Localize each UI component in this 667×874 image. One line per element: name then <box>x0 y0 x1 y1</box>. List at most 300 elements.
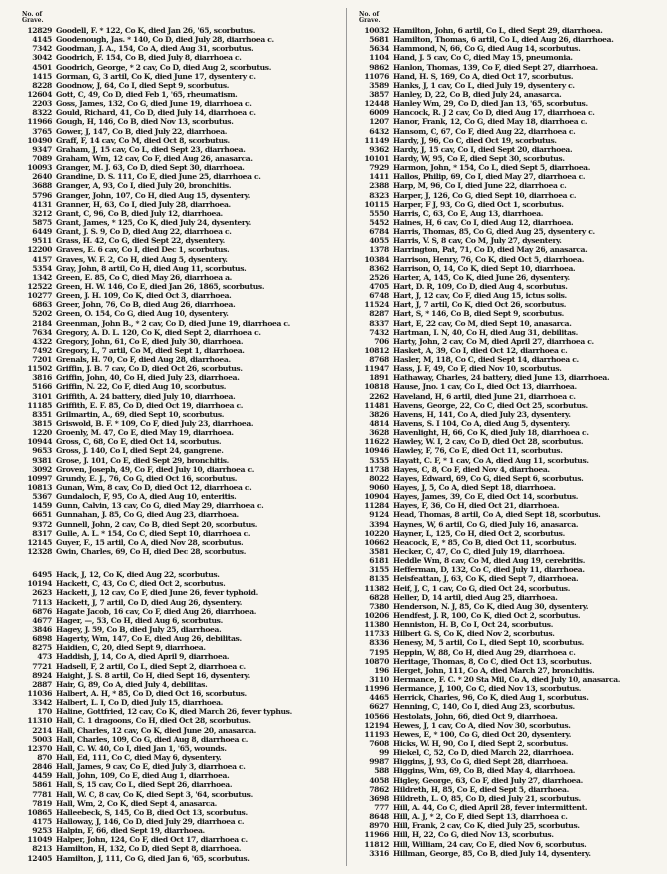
grave-entry <box>20 26 338 35</box>
grave-entry <box>357 437 657 446</box>
grave-number: 5634 <box>369 44 389 54</box>
entry-text: Griffin, J. B. 7 cav, Co D, died Oct 26, scorbutus. <box>56 364 243 374</box>
entry-text: Hand, H. S, 169, Co A, died Oct 17, scorbutus. <box>393 71 574 81</box>
grave-entry <box>20 588 338 597</box>
grave-entry <box>357 584 657 593</box>
grave-entry <box>20 419 338 428</box>
entry-text: Halloway, J, 146, Co D, died July 29, diarrhoea c. <box>56 816 245 826</box>
grave-number: 3846 <box>32 625 52 634</box>
grave-number: 588 <box>374 766 389 776</box>
left-column <box>20 12 338 863</box>
grave-entry <box>20 474 338 483</box>
entry-text: Hanlon, Thomas, 139, Co F, died Sept 27, diarrhoea. <box>393 62 598 72</box>
entry-text: Haynes, W, 6 artil, Co G, died July 16, anasarca. <box>393 519 579 529</box>
entry-text: Hayatt, C. F, * 1 cav, Co A, died Aug 11, scorbutus. <box>393 455 589 465</box>
grave-entry <box>357 373 657 382</box>
grave-number: 8317 <box>32 528 52 538</box>
entry-list-g <box>20 26 338 556</box>
entry-text: Hildreth, L. O, 85, Co D, died July 21, scorbutus. <box>393 793 581 803</box>
grave-number: 7342 <box>32 44 52 54</box>
grave-entry <box>20 364 338 373</box>
entry-text: Hill, A. J, * 2, Co F, died Sept 13, diarrhoea c. <box>393 812 568 822</box>
grave-number: 11733 <box>364 629 389 639</box>
grave-number: 4677 <box>32 615 52 625</box>
entry-text: Hayes, J, 5, Co A, died Sept 18, diarrhoea. <box>393 483 556 493</box>
entry-text: Heddle Wm, 8 cav, Co M, died Aug 19, cerebritis. <box>393 556 586 566</box>
grave-entry <box>20 726 338 735</box>
grave-entry <box>357 602 657 611</box>
grave-number: 6009 <box>369 108 389 118</box>
grave-entry <box>20 716 338 725</box>
entry-text: Harter, A, 145, Co K, died June 26, dysentery. <box>393 272 570 282</box>
grave-entry <box>357 419 657 428</box>
grave-entry <box>357 127 657 136</box>
entry-text: Halper, John, 124, Co F, died Oct 17, diarrhoea c. <box>56 835 248 845</box>
grave-entry <box>357 264 657 273</box>
grave-number: 4055 <box>369 236 389 246</box>
entry-text: Gunnell, John, 2 cav, Co B, died Sept 20, scorbutus. <box>56 519 258 529</box>
entry-text: Harrison, Henry, 76, Co K, died Oct 5, diarrhoea. <box>393 254 585 264</box>
entry-text: Harris, Thomas, 85, Co G, died Aug 25, dysentery c. <box>393 227 595 237</box>
entry-text: Hanley Wm, 29, Co D, died Jan 13, '65, scorbutus. <box>393 99 588 109</box>
entry-text: Grant, J. S. 9, Co D, died Aug 22, diarrhoea c. <box>56 227 232 237</box>
grave-entry <box>357 319 657 328</box>
grave-number: 11193 <box>364 729 389 739</box>
grave-number: 6828 <box>369 592 389 602</box>
grave-entry <box>20 689 338 698</box>
grave-number: 12194 <box>364 720 389 730</box>
entry-text: Hall, John, 109, Co E, died Aug 1, diarrhoea. <box>56 771 230 781</box>
entry-text: Halleebeck, S, 145, Co B, died Oct 13, scorbutus. <box>56 807 248 817</box>
grave-entry <box>357 245 657 254</box>
entry-text: Hause, Jno. 1 cav, Co L, died Oct 13, diarrhoea. <box>393 382 577 392</box>
grave-entry <box>20 72 338 81</box>
entry-text: Gunn, Calvin, 13 cav, Co G, died May 29, diarrhoea c. <box>56 501 264 511</box>
entry-text: Hackett, J, 12 cav, Co F, died June 26, fever typhoid. <box>56 588 258 598</box>
grave-number: 2388 <box>369 181 389 191</box>
grave-number: 12448 <box>364 99 389 109</box>
grave-number: 3688 <box>32 181 52 191</box>
entry-text: Graham, Wm, 12 cav, Co F, died Aug 26, anasarca. <box>56 153 253 163</box>
grave-entry <box>357 392 657 401</box>
entry-text: Greer, John, 76, Co B, died Aug 26, diarrhoea. <box>56 300 236 310</box>
entry-text: Hamilton, Thomas, 6 artil, Co L, died Aug 26, diarrhoea. <box>393 35 614 45</box>
entry-text: Havenlight, H, 66, Co K, died July 18, diarrhoea c. <box>393 428 589 438</box>
grave-entry <box>20 780 338 789</box>
grave-entry <box>20 90 338 99</box>
grave-number: 10904 <box>364 492 389 502</box>
grave-number: 3342 <box>32 698 52 708</box>
grave-number: 10870 <box>364 656 389 666</box>
grave-number: 10277 <box>27 291 52 301</box>
grave-number: 12145 <box>27 537 52 547</box>
grave-entry <box>20 492 338 501</box>
entry-text: Higgins, J, 93, Co G, died Sept 28, diarrhoea. <box>393 757 568 767</box>
entry-text: Hagerty, Wm, 147, Co E, died Aug 26, debilitas. <box>56 634 242 644</box>
grave-number: 11185 <box>27 400 52 410</box>
entry-text: Graff, F, 14 cav, Co M, died Oct 8, scorbutus. <box>56 135 230 145</box>
grave-entry <box>20 154 338 163</box>
entry-text: Hass, J. F, 49, Co F, died Nov 10, scorbutus. <box>393 364 562 374</box>
grave-entry <box>357 520 657 529</box>
entry-text: Hall, Charles, 12 cav, Co K, died June 20, anasarca. <box>56 725 256 735</box>
grave-entry <box>20 163 338 172</box>
grave-entry <box>20 570 338 579</box>
entry-text: Hilbert G. S, Co K, died Nov 2, scorbutus. <box>393 629 555 639</box>
grave-entry <box>357 693 657 702</box>
grave-entry <box>357 136 657 145</box>
grave-entry <box>20 273 338 282</box>
grave-entry <box>20 817 338 826</box>
grave-number: 8768 <box>369 355 389 365</box>
grave-number: 8362 <box>369 263 389 273</box>
grave-entry <box>357 803 657 812</box>
entry-text: Granner, H, 63, Co I, died July 28, diarrhoea. <box>56 199 231 209</box>
entry-text: Haveland, H, 6 artil, died June 21, diarrhoea c. <box>393 391 576 401</box>
entry-text: Harper, J, 126, Co G, died Sept 10, diarrhoea c. <box>393 190 577 200</box>
grave-entry <box>20 200 338 209</box>
entry-text: Hall, Charles, 109, Co G, died Aug 8, diarrhoea c. <box>56 734 249 744</box>
grave-number: 6898 <box>32 634 52 644</box>
grave-number: 8275 <box>32 643 52 653</box>
entry-text: Hathaway, Charles, 24 battery, died June 13, diarrhoea. <box>393 373 610 383</box>
grave-entry <box>20 483 338 492</box>
grave-entry <box>20 382 338 391</box>
grave-number: 5355 <box>369 455 389 465</box>
grave-entry <box>357 355 657 364</box>
grave-entry <box>357 620 657 629</box>
grave-number: 8322 <box>32 108 52 118</box>
grave-number: 8287 <box>369 309 389 319</box>
entry-text: Goodrich, F. 154, Co B, died July 8, diarrhoea c. <box>56 53 242 63</box>
grave-entry <box>357 117 657 126</box>
entry-text: Hill, Frank, 2 cav, Co K, died July 25, scorbutus. <box>393 821 580 831</box>
grave-number: 1411 <box>369 172 389 182</box>
grave-number: 6876 <box>32 606 52 616</box>
entry-text: Grilmartin, A., 69, died Sept 10, scorbutus. <box>56 409 225 419</box>
grave-entry <box>20 680 338 689</box>
grave-number: 8213 <box>32 844 52 854</box>
grave-number: 11310 <box>27 716 52 726</box>
grave-entry <box>20 428 338 437</box>
grave-number: 4501 <box>32 62 52 72</box>
grave-entry <box>20 127 338 136</box>
entry-text: Hancock, R. J 2 cav, Co D, died Aug 17, diarrhoea c. <box>393 108 595 118</box>
grave-entry <box>20 698 338 707</box>
grave-entry <box>20 579 338 588</box>
grave-number: 7089 <box>32 153 52 163</box>
grave-number: 3581 <box>369 547 389 557</box>
grave-number: 9347 <box>32 144 52 154</box>
entry-text: Goodell, F. * 122, Co K, died Jan 26, '65, scorbutus. <box>56 26 256 35</box>
grave-entry <box>20 538 338 547</box>
grave-entry <box>20 245 338 254</box>
grave-number: 3042 <box>32 53 52 63</box>
grave-entry <box>20 181 338 190</box>
entry-text: Hardy, W, 95, Co E, died Sept 30, scorbutus. <box>393 153 565 163</box>
entry-text: Hall, Wm, 2, Co K, died Sept 4, anasarca. <box>56 798 217 808</box>
entry-text: Gregory, John, 61, Co E, died July 30, diarrhoea. <box>56 336 244 346</box>
grave-entry <box>20 53 338 62</box>
grave-number: 11812 <box>364 839 389 849</box>
entry-text: Halbert, A. H, * 85, Co D, died Oct 16, scorbutus. <box>56 688 247 698</box>
grave-number: 4814 <box>369 419 389 429</box>
grave-number: 11049 <box>27 835 52 845</box>
entry-text: Hermance, J, 100, Co C, died Nov 13, scorbutus. <box>393 684 582 694</box>
grave-entry <box>20 227 338 236</box>
entry-text: Henniston, H. B, Co I, Oct 24, scorbutus. <box>393 620 553 630</box>
entry-text: Hackett, C, 43, Co C, died Oct 2, scorbutus. <box>56 579 226 589</box>
grave-entry <box>357 492 657 501</box>
grave-number: 3110 <box>369 674 389 684</box>
grave-number: 10032 <box>364 26 389 35</box>
entry-text: Higley, George, 63, Co F, died July 27, diarrhoea. <box>393 775 583 785</box>
entry-text: Hill, A. 44, Co C, died April 28, fever intermittent. <box>393 802 588 812</box>
grave-entry <box>20 291 338 300</box>
grave-number: 12522 <box>27 281 52 291</box>
entry-text: Groven, Joseph, 49, Co F, died July 10, diarrhoea c. <box>56 464 255 474</box>
grave-entry <box>20 456 338 465</box>
grave-entry <box>357 255 657 264</box>
grave-entry <box>20 547 338 556</box>
grave-number: 8351 <box>32 409 52 419</box>
entry-text: Hack, J, 12, Co K, died Aug 22, scorbutus. <box>56 570 220 580</box>
grave-number: 10115 <box>364 199 389 209</box>
entry-text: Guyer, F., 15 artil, Co A, died Nov 28, scorbutus. <box>56 537 244 547</box>
grave-number: 5796 <box>32 190 52 200</box>
grave-entry <box>20 373 338 382</box>
grave-entry <box>20 63 338 72</box>
entry-text: Havens, H, 141, Co A, died July 23, dysentery. <box>393 409 571 419</box>
grave-number: 11966 <box>27 117 52 127</box>
entry-text: Gulle, A. L. * 154, Co C, died Sept 10, diarrhoea c. <box>56 528 251 538</box>
grave-number: 10818 <box>364 382 389 392</box>
grave-number: 4322 <box>32 336 52 346</box>
grave-entry <box>357 163 657 172</box>
entry-text: Heacock, E, * 85, Co B, died Oct 11, scorbutus. <box>393 537 577 547</box>
grave-number: 10566 <box>364 711 389 721</box>
entry-text: Herget, John, 111, Co A, died March 27, bronchitis. <box>393 665 595 675</box>
grave-entry <box>20 437 338 446</box>
grave-number: 10997 <box>27 473 52 483</box>
grave-entry <box>357 611 657 620</box>
column-divider <box>346 8 347 866</box>
entry-text: Hammond, N, 66, Co G, died Aug 14, scorbutus. <box>393 44 581 54</box>
entry-text: Gwin, Charles, 69, Co H, died Dec 28, scorbutus. <box>56 547 247 557</box>
entry-text: Gregory, A. D. L. 120, Co K, died Sept 2, diarrhoea c. <box>56 327 261 337</box>
grave-number: 10101 <box>364 153 389 163</box>
entry-text: Griswold, B. F. * 109, Co F, died July 23, diarrhoea. <box>56 419 254 429</box>
entry-text: Henning, C, 140, Co I, died Aug 23, scorbutus. <box>393 702 575 712</box>
grave-number: 3589 <box>369 80 389 90</box>
grave-number: 3826 <box>369 409 389 419</box>
grave-number: 9124 <box>369 510 389 520</box>
grave-number: 8648 <box>369 812 389 822</box>
grave-number: 6449 <box>32 227 52 237</box>
grave-number: 10490 <box>27 135 52 145</box>
grave-entry <box>357 794 657 803</box>
grave-number: 5550 <box>369 208 389 218</box>
entry-text: Hestolats, John, 66, died Oct 9, diarrhoea. <box>393 711 558 721</box>
grave-entry <box>20 529 338 538</box>
grave-entry <box>357 657 657 666</box>
grave-entry <box>357 465 657 474</box>
entry-list-h-continued <box>357 26 657 858</box>
grave-entry <box>20 255 338 264</box>
grave-entry <box>20 501 338 510</box>
entry-text: Hayes, F, 36, Co H, died Oct 21, diarrhoea. <box>393 501 560 511</box>
grave-number: 2846 <box>32 762 52 772</box>
grave-entry <box>357 410 657 419</box>
grave-number: 99 <box>379 748 389 758</box>
entry-text: Halpin, F, 66, died Sept 19, diarrhoea. <box>56 826 205 836</box>
grave-number: 7432 <box>369 327 389 337</box>
grave-entry <box>357 629 657 638</box>
grave-entry <box>20 319 338 328</box>
entry-text: Hayes, Edward, 69, Co G, died Sept 6, scorbutus. <box>393 473 584 483</box>
grave-number: 1415 <box>32 71 52 81</box>
grave-entry <box>357 501 657 510</box>
entry-text: Granger, A, 93, Co I, died July 20, bronchitis. <box>56 181 232 191</box>
grave-entry <box>357 428 657 437</box>
grave-number: 5875 <box>32 217 52 227</box>
entry-text: Hager, —, 53, Co H, died Aug 6, scorbutus. <box>56 615 223 625</box>
entry-text: Hartman, I. N, 40, Co H, died Aug 31, debilitas. <box>393 327 578 337</box>
entry-text: Hamilton, H, 132, Co D, died Sept 8, diarrhoea. <box>56 844 242 854</box>
entry-text: Hart, S, * 146, Co B, died Sept 9, scorbutus. <box>393 309 564 319</box>
grave-entry <box>20 264 338 273</box>
entry-text: Harrison, O, 14, Co K, died Sept 10, diarrhoea. <box>393 263 576 273</box>
grave-entry <box>20 337 338 346</box>
grave-entry <box>20 209 338 218</box>
entry-text: Grose, J. 101, Co E, died Sept 29, bronchitis. <box>56 455 229 465</box>
entry-text: Harty, John, 2 cav, Co M, died April 27, diarrhoea c. <box>393 336 594 346</box>
grave-number: 1459 <box>32 501 52 511</box>
entry-text: Griffin, John, 40, Co H, died July 23, diarrhoea. <box>56 373 240 383</box>
entry-text: Granger, M. J. 63, Co D, died Sept 30, diarrhoea. <box>56 163 245 173</box>
grave-entry <box>357 108 657 117</box>
entry-text: Hanley, D, 22, Co B, died July 24, anasarca. <box>393 89 562 99</box>
entry-text: Hayes, C, 8, Co F, died Nov 4, diarrhoea. <box>393 464 550 474</box>
grave-entry <box>20 790 338 799</box>
grave-number: 2526 <box>369 272 389 282</box>
grave-number: 8022 <box>369 473 389 483</box>
grave-entry <box>357 291 657 300</box>
grave-number: 9381 <box>32 455 52 465</box>
grave-entry <box>357 510 657 519</box>
grave-number: 3857 <box>369 89 389 99</box>
grave-entry <box>20 346 338 355</box>
grave-entry <box>20 236 338 245</box>
grave-entry <box>20 309 338 318</box>
entry-text: Hillman, George, 85, Co B, died July 14, dysentery. <box>393 848 591 858</box>
entry-text: Green, J. H. 109, Co K, died Oct 3, diarrhoea. <box>56 291 232 301</box>
grave-entry <box>357 35 657 44</box>
grave-number: 10384 <box>364 254 389 264</box>
entry-text: Harper, F J, 93, Co G, died Oct 1, scorbutus. <box>393 199 564 209</box>
grave-number: 11380 <box>364 620 389 630</box>
grave-entry <box>20 808 338 817</box>
entry-text: Gray, John, 8 artil, Co H, died Aug 11, scorbutus. <box>56 263 247 273</box>
grave-number: 10194 <box>27 579 52 589</box>
grave-number: 11947 <box>364 364 389 374</box>
entry-text: Hand, J. 5 cav, Co C, died May 15, pneumonia. <box>393 53 573 63</box>
grave-entry <box>20 799 338 808</box>
grave-entry <box>20 99 338 108</box>
grave-entry <box>20 446 338 455</box>
entry-text: Goodman, J. A., 154, Co A, died Aug 31, scorbutus. <box>56 44 254 54</box>
entry-text: Hill, H, 22, Co G, died Nov 13, scorbutus. <box>393 830 554 840</box>
grave-entry <box>20 108 338 117</box>
entry-text: Hewes, J, 1 cav, Co A, died Nov 30, scorbutus. <box>393 720 571 730</box>
entry-text: Hasket, A, 39, Co I, died Oct 12, diarrhoea c. <box>393 345 568 355</box>
grave-entry <box>20 44 338 53</box>
grave-number: 12200 <box>27 245 52 255</box>
grave-number: 870 <box>37 752 52 762</box>
entry-text: Havens, George, 22, Co C, died Oct 25, scorbutus. <box>393 400 588 410</box>
grave-number: 11382 <box>364 583 389 593</box>
entry-text: Heisfeattan, J, 63, Co K, died Sept 7, diarrhoea. <box>393 574 579 584</box>
grave-entry <box>20 671 338 680</box>
grave-entry <box>20 598 338 607</box>
grave-entry <box>20 844 338 853</box>
entry-text: Hackett, J, 7 artil, Co D, died Aug 26, dysentery. <box>56 597 243 607</box>
entry-text: Harrington, Pat, 71, Co D, died May 26, anasarca. <box>393 245 588 255</box>
grave-entry <box>357 72 657 81</box>
entry-list-h <box>20 570 338 863</box>
grave-entry <box>20 136 338 145</box>
grave-number: 6748 <box>369 291 389 301</box>
grave-number: 3101 <box>32 391 52 401</box>
grave-entry <box>357 593 657 602</box>
grave-entry <box>20 652 338 661</box>
grave-number: 10093 <box>27 163 52 173</box>
grave-number: 10662 <box>364 537 389 547</box>
entry-text: Gross, J. 140, Co I, died Sept 24, gangrene. <box>56 446 224 456</box>
grave-number: 8970 <box>369 821 389 831</box>
grave-number: 12370 <box>27 743 52 753</box>
entry-text: Gregory, I., 7 artil, Co M, died Sept 1, diarrhoea. <box>56 345 245 355</box>
grave-number: 3155 <box>369 565 389 575</box>
grave-entry <box>20 744 338 753</box>
entry-text: Haines, H, 6 cav, Co I, died Aug 12, diarrhoea. <box>393 217 574 227</box>
grave-entry <box>20 662 338 671</box>
entry-text: Grant, James, * 125, Co K, died July 24, dysentery. <box>56 217 251 227</box>
entry-text: Grenals, H. 70, Co F, died Aug 28, diarrhoea. <box>56 355 231 365</box>
grave-number: 3316 <box>369 848 389 858</box>
entry-text: Harmon, John, * 154, Co L, died Sept 5, diarrhoea. <box>393 163 591 173</box>
entry-text: Hicks, W. H, 90, Co I, died Sept 2, scorbutus. <box>393 738 569 748</box>
grave-entry <box>357 483 657 492</box>
entry-text: Hanor, Frank, 12, Co G, died May 18, diarrhoea c. <box>393 117 588 127</box>
grave-entry <box>357 300 657 309</box>
entry-text: Goodenough, Jas. * 140, Co D, died July 28, diarrhoea c. <box>56 35 274 45</box>
entry-text: Goss, James, 132, Co G, died June 19, diarrhoea c. <box>56 99 252 109</box>
grave-entry <box>357 757 657 766</box>
grave-entry <box>357 337 657 346</box>
grave-entry <box>357 364 657 373</box>
grave-number: 9653 <box>32 446 52 456</box>
grave-number: 4058 <box>369 775 389 785</box>
entry-text: Hardy, J, 96, Co C, died Oct 19, scorbutus. <box>393 135 557 145</box>
grave-number-header: No. of Grave. <box>359 11 381 24</box>
entry-text: Gough, H, 146, Co B, died Nov 13, scorbutus. <box>56 117 234 127</box>
grave-number: 8336 <box>369 638 389 648</box>
entry-text: Harris, V. S, 8 cav, Co M, July 27, dysentery. <box>393 236 562 246</box>
grave-entry <box>20 218 338 227</box>
grave-entry <box>20 510 338 519</box>
grave-entry <box>357 172 657 181</box>
